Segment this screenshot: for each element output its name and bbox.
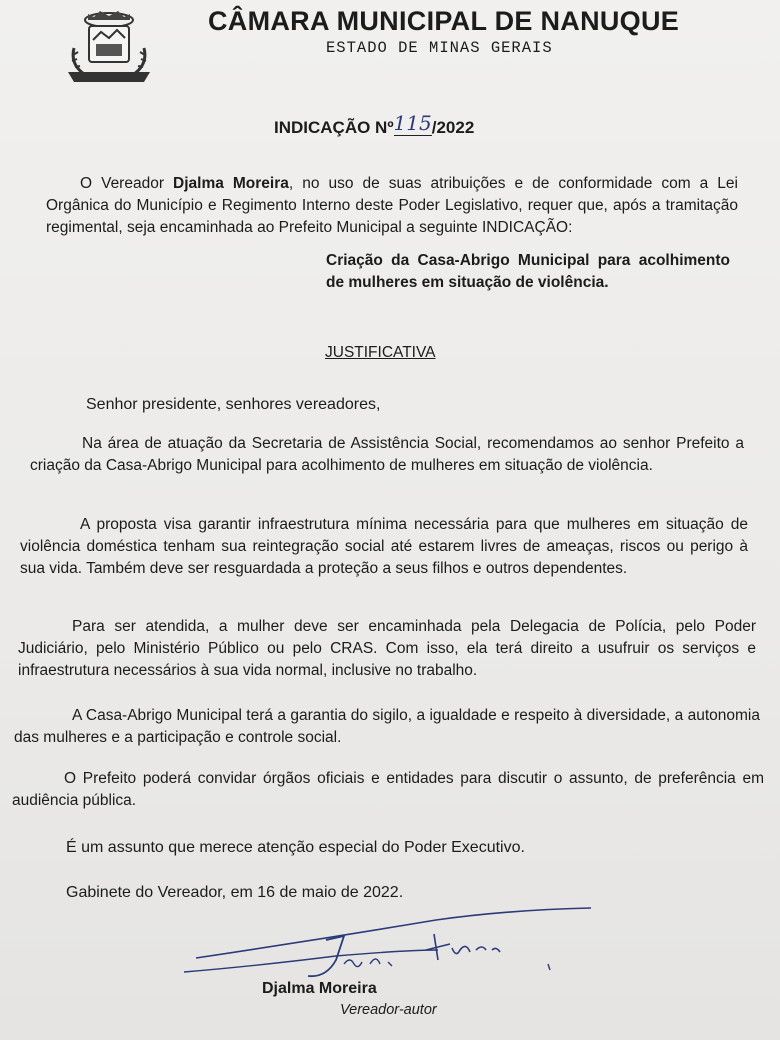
body-paragraph-4: A Casa-Abrigo Municipal terá a garantia do sigilo, a igualdade e respeito à diversidade, a autonomia das mulheres e a participação e controle social. (14, 707, 760, 746)
state-subtitle: ESTADO DE MINAS GERAIS (326, 39, 553, 57)
coat-of-arms-icon (64, 8, 154, 84)
signer-name: Djalma Moreira (262, 980, 377, 997)
handwritten-number: 115 (393, 111, 432, 135)
councilor-name: Djalma Moreira (173, 175, 289, 192)
intro-paragraph: O Vereador Djalma Moreira, no uso de suas atribuições e de conformidade com a Lei Orgânica do Município e Regimento Interno deste Poder Legislativo, requer que, após a tramitação regimental, seja encaminhada ao Prefeito Municipal a seguinte INDICAÇÃO: (46, 175, 738, 236)
handwritten-signature (176, 900, 606, 990)
signer-role: Vereador-autor (340, 1002, 437, 1018)
justificativa-heading: JUSTIFICATIVA (325, 344, 436, 361)
body-paragraph-5: O Prefeito poderá convidar órgãos oficiais e entidades para discutir o assunto, de preferência em audiência pública. (12, 770, 764, 809)
body-paragraph-3: Para ser atendida, a mulher deve ser encaminhada pela Delegacia de Polícia, pelo Poder Judiciário, pelo Ministério Público ou pelo CRAS. Com isso, ela terá direito a usufruir os serviços e infraestrutura necessários à sua vida normal, inclusive no trabalho. (18, 618, 756, 679)
indicacao-number-line (274, 111, 475, 139)
dateline: Gabinete do Vereador, em 16 de maio de 2022. (66, 884, 404, 901)
body-paragraph-6: É um assunto que merece atenção especial do Poder Executivo. (66, 839, 525, 856)
indicacao-prefix: INDICAÇÃO Nº (274, 118, 394, 137)
body-paragraph-1: Na área de atuação da Secretaria de Assistência Social, recomendamos ao senhor Prefeito a criação da Casa-Abrigo Municipal para acolhimento de mulheres em situação de violência. (30, 435, 744, 474)
body-paragraph-2: A proposta visa garantir infraestrutura mínima necessária para que mulheres em situação de violência doméstica tenham sua reintegração social até estarem livres de ameaças, riscos ou perigo à sua vida. Também deve ser resguardada a proteção a seus filhos e outros dependentes. (20, 516, 748, 577)
indicacao-year: /2022 (431, 118, 475, 137)
indication-subject: Criação da Casa-Abrigo Municipal para acolhimento de mulheres em situação de violência. (326, 252, 730, 291)
greeting: Senhor presidente, senhores vereadores, (86, 396, 381, 413)
chamber-title: CÂMARA MUNICIPAL DE NANUQUE (208, 6, 680, 36)
